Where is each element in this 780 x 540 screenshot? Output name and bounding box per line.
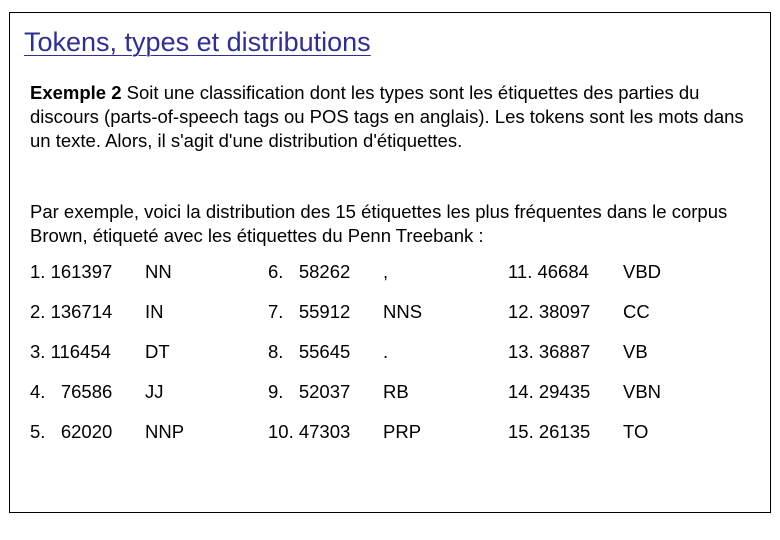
table-entry xyxy=(508,301,738,325)
entry-tag: VB xyxy=(623,341,648,362)
entry-tag: VBD xyxy=(623,261,662,282)
entry-tag: NNS xyxy=(383,301,423,322)
entry-tag: VBN xyxy=(623,381,662,402)
entry-count: 14. 29435 xyxy=(508,381,591,402)
entry-count: 3. 116454 xyxy=(30,341,111,362)
entry-tag: DT xyxy=(145,341,170,362)
intro-paragraph: Par exemple, voici la distribution des 15 étiquettes les plus fréquentes dans le corpus Brown, étiqueté avec les étiquettes du Penn Treebank : xyxy=(30,201,728,246)
table-entry xyxy=(268,301,498,325)
table-entry xyxy=(508,261,738,285)
entry-count: 11. 46684 xyxy=(508,261,589,282)
slide-title: Tokens, types et distributions xyxy=(24,27,371,57)
table-entry xyxy=(508,341,738,365)
entry-tag: NN xyxy=(145,261,172,282)
entry-tag: NNP xyxy=(145,421,185,442)
table-entry xyxy=(30,381,260,405)
example-paragraph xyxy=(30,81,750,153)
table-entry xyxy=(30,261,260,285)
entry-tag: . xyxy=(383,341,389,362)
table-entry xyxy=(268,341,498,365)
entry-tag: IN xyxy=(145,301,164,322)
entry-count: 4. 76586 xyxy=(30,381,113,402)
entry-count: 5. 62020 xyxy=(30,421,113,442)
entry-count: 2. 136714 xyxy=(30,301,113,322)
entry-count: 6. 58262 xyxy=(268,261,351,282)
table-entry xyxy=(268,421,498,445)
entry-tag: JJ xyxy=(145,381,164,402)
table-entry xyxy=(30,341,260,365)
entry-count: 8. 55645 xyxy=(268,341,351,362)
entry-count: 15. 26135 xyxy=(508,421,591,442)
entry-count: 7. 55912 xyxy=(268,301,351,322)
table-entry xyxy=(268,381,498,405)
entry-tag: CC xyxy=(623,301,650,322)
table-entry xyxy=(30,421,260,445)
entry-count: 1. 161397 xyxy=(30,261,113,282)
slide-frame xyxy=(9,12,771,513)
example-label: Exemple 2 xyxy=(30,82,122,103)
table-entry xyxy=(268,261,498,285)
entry-count: 9. 52037 xyxy=(268,381,351,402)
table-entry xyxy=(508,421,738,445)
entry-tag: , xyxy=(383,261,389,282)
table-entry xyxy=(508,381,738,405)
entry-tag: RB xyxy=(383,381,409,402)
entry-count: 10. 47303 xyxy=(268,421,351,442)
entry-tag: TO xyxy=(623,421,649,442)
example-text: Soit une classification dont les types sont les étiquettes des parties du discours (parts-of-speech tags ou POS tags en anglais). Les tokens sont les mots dans un texte. Alors, il s'agit d'une distribution d'étiquettes. xyxy=(30,82,744,151)
table-entry xyxy=(30,301,260,325)
entry-tag: PRP xyxy=(383,421,422,442)
entry-count: 12. 38097 xyxy=(508,301,591,322)
entry-count: 13. 36887 xyxy=(508,341,591,362)
